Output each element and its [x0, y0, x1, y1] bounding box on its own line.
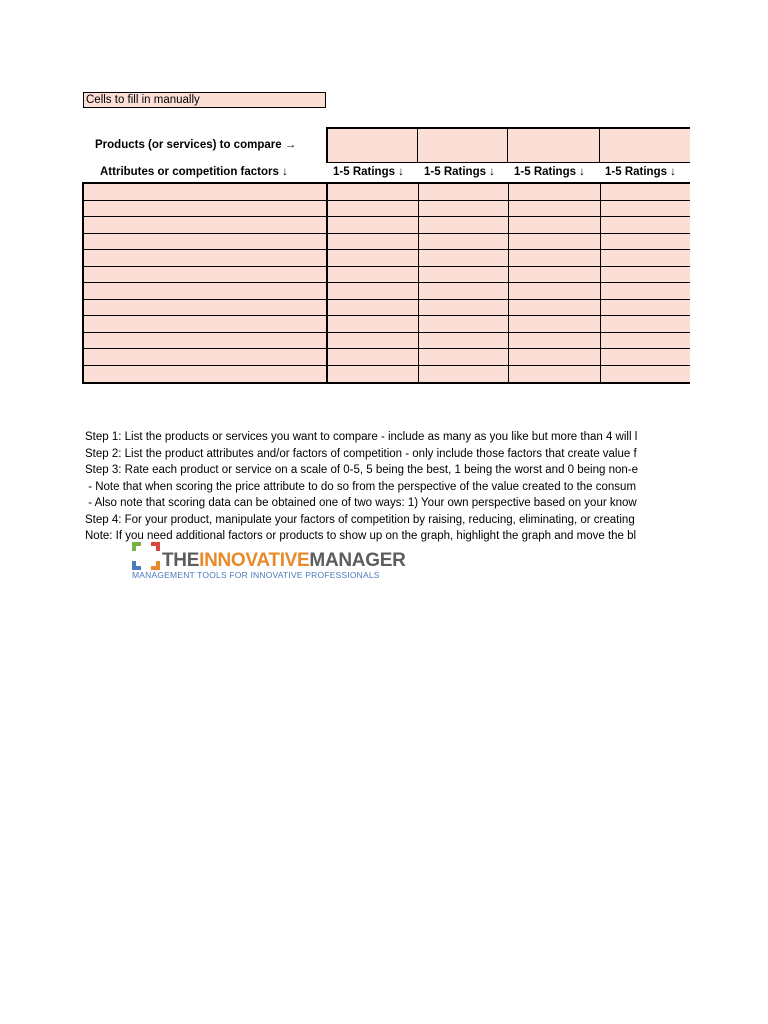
instruction-step-3: Step 3: Rate each product or service on a scale of 0-5, 5 being the best, 1 being the worst and 0 being non-e — [85, 464, 638, 476]
rating-cell[interactable] — [328, 316, 419, 333]
rating-cell[interactable] — [509, 283, 601, 300]
rating-cell[interactable] — [328, 234, 419, 251]
rating-cell[interactable] — [601, 267, 690, 284]
rating-cell[interactable] — [601, 201, 690, 218]
grid-row — [84, 316, 690, 333]
rating-cell[interactable] — [509, 201, 601, 218]
rating-cell[interactable] — [509, 366, 601, 383]
instruction-step-2: Step 2: List the product attributes and/or factors of competition - only include those factors that create value f — [85, 447, 637, 460]
rating-cell[interactable] — [509, 316, 601, 333]
rating-cell[interactable] — [601, 217, 690, 234]
rating-cell[interactable] — [509, 217, 601, 234]
rating-cell[interactable] — [601, 366, 690, 383]
attribute-cell[interactable] — [84, 250, 328, 267]
rating-cell[interactable] — [419, 333, 509, 350]
grid-row — [84, 217, 690, 234]
grid-row — [84, 267, 690, 284]
legend-cell: Cells to fill in manually — [83, 92, 326, 108]
rating-cell[interactable] — [419, 300, 509, 317]
rating-cell[interactable] — [601, 184, 690, 201]
ratings-grid — [82, 182, 690, 384]
rating-cell[interactable] — [328, 300, 419, 317]
rating-cell[interactable] — [328, 250, 419, 267]
rating-cell[interactable] — [419, 234, 509, 251]
rating-cell[interactable] — [601, 283, 690, 300]
rating-cell[interactable] — [509, 349, 601, 366]
grid-row — [84, 250, 690, 267]
rating-cell[interactable] — [328, 184, 419, 201]
attribute-cell[interactable] — [84, 366, 328, 383]
company-logo — [130, 540, 410, 582]
attribute-cell[interactable] — [84, 300, 328, 317]
attributes-header-label: Attributes or competition factors ↓ — [100, 166, 288, 178]
attribute-cell[interactable] — [84, 217, 328, 234]
grid-row — [84, 184, 690, 201]
instruction-note-graph: Note: If you need additional factors or products to show up on the graph, highlight the graph and move the bl — [85, 530, 637, 542]
rating-cell[interactable] — [328, 267, 419, 284]
attribute-cell[interactable] — [84, 267, 328, 284]
attribute-cell[interactable] — [84, 201, 328, 218]
rating-cell[interactable] — [328, 283, 419, 300]
rating-cell[interactable] — [509, 184, 601, 201]
logo-tagline: MANAGEMENT TOOLS FOR INNOVATIVE PROFESSIONALS — [132, 570, 380, 580]
rating-cell[interactable] — [419, 184, 509, 201]
rating-cell[interactable] — [509, 267, 601, 284]
rating-cell[interactable] — [328, 366, 419, 383]
rating-cell[interactable] — [328, 349, 419, 366]
grid-row — [84, 300, 690, 317]
product-name-cell-4[interactable] — [600, 127, 690, 163]
attribute-cell[interactable] — [84, 184, 328, 201]
instruction-note-data: - Also note that scoring data can be obtained one of two ways: 1) Your own perspective based on your know — [85, 497, 637, 509]
rating-cell[interactable] — [328, 217, 419, 234]
rating-cell[interactable] — [419, 349, 509, 366]
attribute-cell[interactable] — [84, 333, 328, 350]
rating-cell[interactable] — [419, 267, 509, 284]
rating-cell[interactable] — [419, 316, 509, 333]
rating-header-3: 1-5 Ratings ↓ — [514, 166, 585, 178]
logo-mark-icon — [130, 540, 162, 574]
grid-row — [84, 201, 690, 218]
grid-row — [84, 283, 690, 300]
instructions — [85, 429, 638, 545]
logo-wordmark: THEINNOVATIVEMANAGER — [162, 550, 406, 571]
rating-header-1: 1-5 Ratings ↓ — [333, 166, 404, 178]
grid-row — [84, 349, 690, 366]
grid-row — [84, 366, 690, 383]
attribute-cell[interactable] — [84, 349, 328, 366]
rating-cell[interactable] — [419, 201, 509, 218]
product-name-cell-2[interactable] — [418, 127, 508, 163]
rating-cell[interactable] — [328, 333, 419, 350]
grid-row — [84, 234, 690, 251]
rating-cell[interactable] — [601, 316, 690, 333]
product-name-cell-3[interactable] — [508, 127, 600, 163]
rating-cell[interactable] — [601, 234, 690, 251]
rating-cell[interactable] — [509, 300, 601, 317]
rating-cell[interactable] — [601, 300, 690, 317]
rating-header-4: 1-5 Ratings ↓ — [605, 166, 676, 178]
rating-cell[interactable] — [328, 201, 419, 218]
rating-cell[interactable] — [419, 366, 509, 383]
attribute-cell[interactable] — [84, 283, 328, 300]
rating-cell[interactable] — [601, 333, 690, 350]
rating-cell[interactable] — [601, 250, 690, 267]
rating-cell[interactable] — [419, 250, 509, 267]
instruction-step-4: Step 4: For your product, manipulate your factors of competition by raising, reducing, eliminating, or creating — [85, 513, 635, 526]
product-name-cell-1[interactable] — [326, 127, 418, 163]
rating-cell[interactable] — [509, 250, 601, 267]
attribute-cell[interactable] — [84, 316, 328, 333]
attribute-cell[interactable] — [84, 234, 328, 251]
rating-cell[interactable] — [509, 234, 601, 251]
grid-row — [84, 333, 690, 350]
products-header-label: Products (or services) to compare → — [95, 139, 297, 151]
rating-header-2: 1-5 Ratings ↓ — [424, 166, 495, 178]
instruction-step-1: Step 1: List the products or services you want to compare - include as many as you like but more than 4 will l — [85, 431, 638, 443]
rating-cell[interactable] — [601, 349, 690, 366]
rating-cell[interactable] — [509, 333, 601, 350]
rating-cell[interactable] — [419, 217, 509, 234]
instruction-note-price: - Note that when scoring the price attribute to do so from the perspective of the value created to the consum — [85, 480, 637, 493]
rating-cell[interactable] — [419, 283, 509, 300]
